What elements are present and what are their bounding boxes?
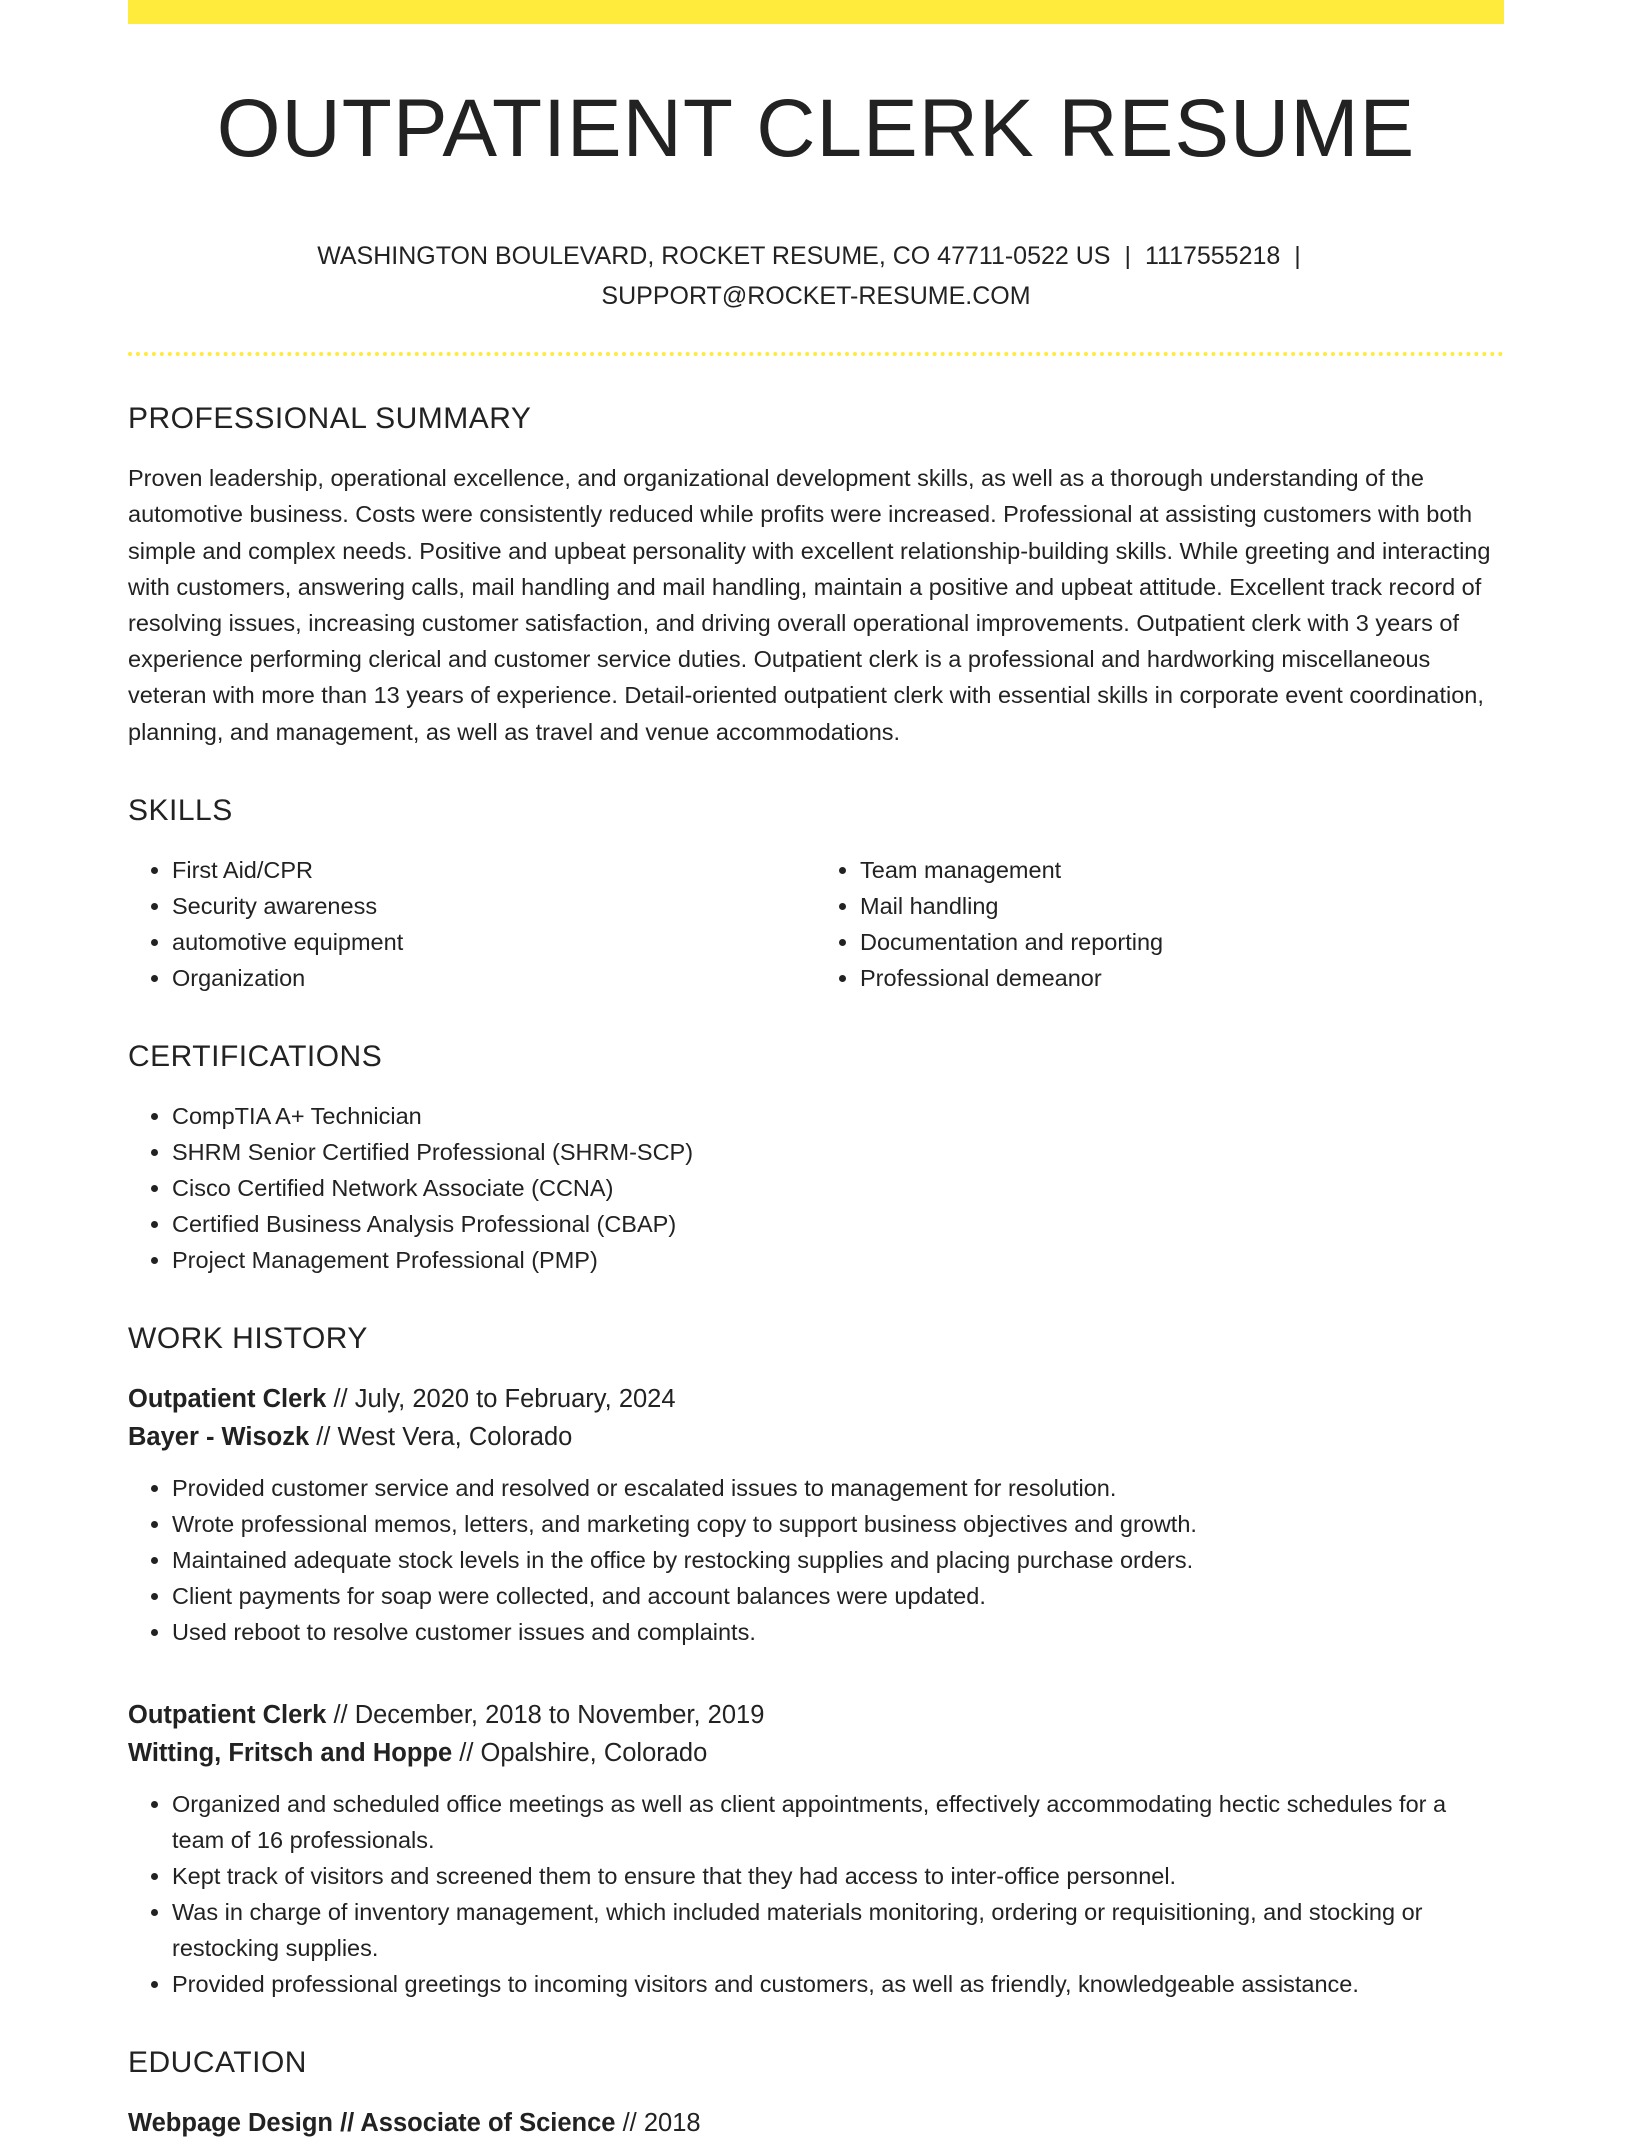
education-entry bbox=[128, 2104, 1504, 2142]
contact-info bbox=[266, 236, 1366, 316]
summary-text: Proven leadership, operational excellence, and organizational development skills, as well as a thorough understanding of the automotive business. Costs were consistently reduced while profits were increased. Professional at assisting customers with both simple and complex needs. Positive and upbeat personality with excellent relationship-building skills. While greeting and interacting with customers, answering calls, mail handling and mail handling, maintain a positive and upbeat attitude. Excellent track record of resolving issues, increasing customer satisfaction, and driving overall operational improvements. Outpatient clerk with 3 years of experience performing clerical and customer service duties. Outpatient clerk is a professional and hardworking miscellaneous veteran with more than 13 years of experience. Detail-oriented outpatient clerk with essential skills in corporate event coordination, planning, and management, as well as travel and venue accommodations. bbox=[128, 465, 1491, 745]
job-location: // West Vera, Colorado bbox=[309, 1422, 573, 1451]
section-heading-summary: PROFESSIONAL SUMMARY bbox=[128, 402, 532, 436]
job-entry bbox=[128, 1696, 1504, 2002]
job-dates: // July, 2020 to February, 2024 bbox=[326, 1384, 676, 1413]
skills-list bbox=[128, 852, 1504, 996]
resume-title: OUTPATIENT CLERK RESUME bbox=[216, 83, 1416, 174]
skill-item: • First Aid/CPR bbox=[172, 852, 816, 888]
job-duty: • Client payments for soap were collected, and account balances were updated. bbox=[172, 1578, 1504, 1614]
contact-email[interactable]: SUPPORT@ROCKET-RESUME.COM bbox=[601, 282, 1031, 311]
resume-page bbox=[128, 0, 1504, 2142]
certifications-list bbox=[128, 1098, 1504, 1278]
contact-separator: | bbox=[1124, 242, 1131, 271]
certification-item: • CompTIA A+ Technician bbox=[172, 1098, 1504, 1134]
job-title: Outpatient Clerk bbox=[128, 1384, 327, 1413]
certification-item: • Cisco Certified Network Associate (CCNA) bbox=[172, 1170, 1504, 1206]
job-duties-list bbox=[128, 1470, 1504, 1650]
skill-item: • Team management bbox=[860, 852, 1504, 888]
skill-item: • Mail handling bbox=[860, 888, 1504, 924]
section-heading-education: EDUCATION bbox=[128, 2045, 307, 2079]
skills-column-right bbox=[816, 852, 1504, 996]
job-title-line bbox=[128, 1696, 1504, 1734]
job-company-line bbox=[128, 1734, 1504, 1772]
education-degree: Webpage Design // Associate of Science bbox=[128, 2108, 616, 2137]
certification-item: • Project Management Professional (PMP) bbox=[172, 1242, 1504, 1278]
job-duty: • Used reboot to resolve customer issues and complaints. bbox=[172, 1614, 1504, 1650]
job-dates: // December, 2018 to November, 2019 bbox=[326, 1700, 765, 1729]
job-duty: • Maintained adequate stock levels in the office by restocking supplies and placing purchase orders. bbox=[172, 1542, 1504, 1578]
certification-item: • SHRM Senior Certified Professional (SHRM-SCP) bbox=[172, 1134, 1504, 1170]
job-company: Witting, Fritsch and Hoppe bbox=[128, 1738, 453, 1767]
education-year: // 2018 bbox=[615, 2108, 701, 2137]
job-company: Bayer - Wisozk bbox=[128, 1422, 310, 1451]
skill-item: • automotive equipment bbox=[172, 924, 816, 960]
job-duty: • Kept track of visitors and screened them to ensure that they had access to inter-office personnel. bbox=[172, 1858, 1504, 1894]
skill-item: • Organization bbox=[172, 960, 816, 996]
certification-item: • Certified Business Analysis Professional (CBAP) bbox=[172, 1206, 1504, 1242]
skill-item: • Security awareness bbox=[172, 888, 816, 924]
job-entry bbox=[128, 1380, 1504, 1650]
skill-item: • Documentation and reporting bbox=[860, 924, 1504, 960]
skills-column-left bbox=[128, 852, 816, 996]
contact-separator: | bbox=[1294, 242, 1301, 271]
job-title-line bbox=[128, 1380, 1504, 1418]
job-duty: • Provided professional greetings to incoming visitors and customers, as well as friendly, knowledgeable assistance. bbox=[172, 1966, 1504, 2002]
job-duties-list bbox=[128, 1786, 1504, 2002]
job-duty: • Organized and scheduled office meetings as well as client appointments, effectively accommodating hectic schedules for a team of 16 professionals. bbox=[172, 1786, 1504, 1858]
job-duty: • Wrote professional memos, letters, and marketing copy to support business objectives and growth. bbox=[172, 1506, 1504, 1542]
skill-item: • Professional demeanor bbox=[860, 960, 1504, 996]
job-duty: • Was in charge of inventory management, which included materials monitoring, ordering or requisitioning, and stocking or restocking supplies. bbox=[172, 1894, 1504, 1966]
section-heading-certifications: CERTIFICATIONS bbox=[128, 1039, 383, 1073]
section-heading-skills: SKILLS bbox=[128, 793, 233, 827]
section-heading-work-history: WORK HISTORY bbox=[128, 1321, 368, 1355]
contact-phone: 1117555218 bbox=[1144, 242, 1281, 271]
accent-bar bbox=[128, 0, 1504, 24]
job-duty: • Provided customer service and resolved or escalated issues to management for resolution. bbox=[172, 1470, 1504, 1506]
contact-address: WASHINGTON BOULEVARD, ROCKET RESUME, CO 47711-0522 US bbox=[317, 242, 1111, 271]
job-company-line bbox=[128, 1418, 1504, 1456]
job-location: // Opalshire, Colorado bbox=[452, 1738, 708, 1767]
job-title: Outpatient Clerk bbox=[128, 1700, 327, 1729]
dotted-divider bbox=[128, 352, 1504, 356]
